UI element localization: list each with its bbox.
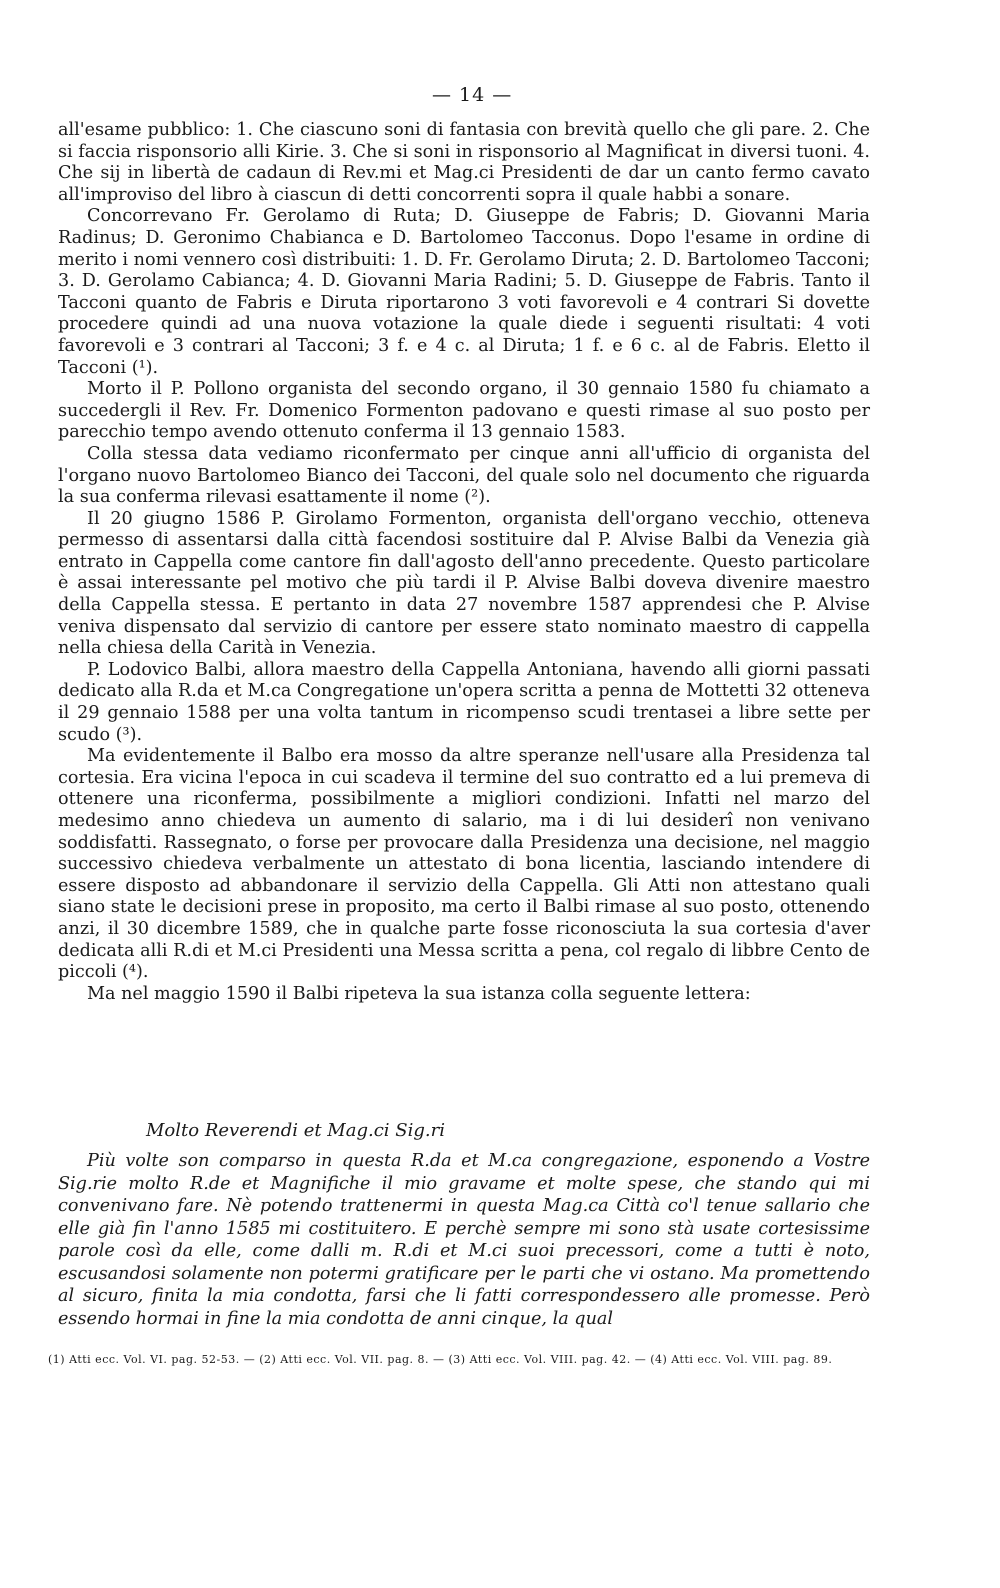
footnotes: (1) Atti ecc. Vol. VI. pag. 52-53. — (2) Atti ecc. Vol. VII. pag. 8. — (3) Atti ecc. Vol. VIII. pag. 42. — (4) Atti ecc. Vol. VIII. pag. 89. [48,1353,833,1366]
paragraph: Ma nel maggio 1590 il Balbi ripeteva la sua istanza colla seguente lettera: [87,983,751,1004]
body-text [58,120,870,1005]
paragraph: Il 20 giugno 1586 P. Girolamo Formenton, organista dell'organo vecchio, otteneva permesso di assentarsi dalla città facendosi sostituire dal P. Alvise Balbi da Venezia già entrato in Cappella come cantore fin dall'agosto dell'anno precedente. Questo particolare è assai interessante pel motivo che più tardi il P. Alvise Balbi doveva divenire maestro della Cappella stessa. E pertanto in data 27 novembre 1587 apprendesi che P. Alvise veniva dispensato dal servizio di cantore per essere stato nominato maestro di cappella nella chiesa della Carità in Venezia. [58,508,870,659]
letter-paragraph: Più volte son comparso in questa R.da et M.ca congregazione, esponendo a Vostre Sig.rie molto R.de et Magnifiche il mio gravame et molte spese, che stando qui mi convenivano fare. Nè potendo trattenermi in questa Mag.ca Città co'l tenue sallario che elle già fin l'anno 1585 mi costituitero. E perchè sempre mi sono stà usate cortesissime parole così da elle, come dalli m. R.di et M.ci suoi precessori, come a tutti è noto, escusandosi solamente non potermi gratificare per le parti che vi ostano. Ma promettendo al sicuro, finita la mia condotta, farsi che li fatti correspondessero alle promesse. Però essendo hormai in fine la mia condotta de anni cinque, la qual [58,1151,870,1329]
paragraph: Morto il P. Pollono organista del secondo organo, il 30 gennaio 1580 fu chiamato a succedergli il Rev. Fr. Domenico Formenton padovano e questi rimase al suo posto per parecchio tempo avendo ottenuto conferma il 13 gennaio 1583. [58,379,870,443]
paragraph: Colla stessa data vediamo riconfermato per cinque anni all'ufficio di organista del l'organo nuovo Bartolomeo Bianco dei Tacconi, del quale solo nel documento che riguarda la sua conferma rilevasi esattamente il nome (²). [58,443,870,508]
paragraph: P. Lodovico Balbi, allora maestro della Cappella Antoniana, havendo alli giorni passati dedicato alla R.da et M.ca Congregatione un'opera scritta a penna de Mottetti 32 otteneva il 29 gennaio 1588 per una volta tantum in ricompenso scudi trentasei a libre sette per scudo (³). [58,659,870,745]
letter-salutation: Molto Reverendi et Mag.ci Sig.ri [146,1120,445,1141]
letter-text [58,1150,870,1330]
paragraph: Concorrevano Fr. Gerolamo di Ruta; D. Giuseppe de Fabris; D. Giovanni Maria Radinus; D. Geronimo Chabianca e D. Bartolomeo Tacconus. Dopo l'esame in ordine di merito i nomi vennero così distribuiti: 1. D. Fr. Gerolamo Diruta; 2. D. Bartolomeo Tacconi; 3. D. Gerolamo Cabianca; 4. D. Giovanni Maria Radini; 5. D. Giuseppe de Fabris. Tanto il Tacconi quanto de Fabris e Diruta riportarono 3 voti favorevoli e 4 contrari Si dovette procedere quindi ad una nuova votazione la quale diede i seguenti risultati: 4 voti favorevoli e 3 contrari al Tacconi; 3 f. e 4 c. al Diruta; 1 f. e 6 c. al de Fabris. Eletto il Tacconi (¹). [58,206,870,378]
paragraph: Ma evidentemente il Balbo era mosso da altre speranze nell'usare alla Presidenza tal cortesia. Era vicina l'epoca in cui scadeva il termine del suo contratto ed a lui premeva di ottenere una riconferma, possibilmente a migliori condizioni. Infatti nel marzo del medesimo anno chiedeva un aumento di salario, ma i di lui desiderî non venivano soddisfatti. Rassegnato, o forse per provocare dalla Presidenza una decisione, nel maggio successivo chiedeva verbalmente un attestato di bona licentia, lasciando intendere di essere disposto ad abbandonare il servizio della Cappella. Gli Atti non attestano quali siano state le decisioni prese in proposito, ma certo il Balbi rimase al suo posto, ottenendo anzi, il 30 dicembre 1589, che in qualche parte fosse riconosciuta la sua cortesia d'aver dedicata alli R.di et M.ci Presidenti una Messa scritta a pena, col regalo di libbre Cento de piccoli (⁴). [58,746,870,983]
paragraph: all'esame pubblico: 1. Che ciascuno soni di fantasia con brevità quello che gli pare. 2. Che si faccia risponsorio alli Kirie. 3. Che si soni in risponsorio al Magnificat in diversi tuoni. 4. Che sij in libertà de cadaun di Rev.mi et Mag.ci Presidenti de dar un canto fermo cavato all'improviso del libro à ciascun di detti concorrenti sopra il quale habbi a sonare. [58,120,870,205]
